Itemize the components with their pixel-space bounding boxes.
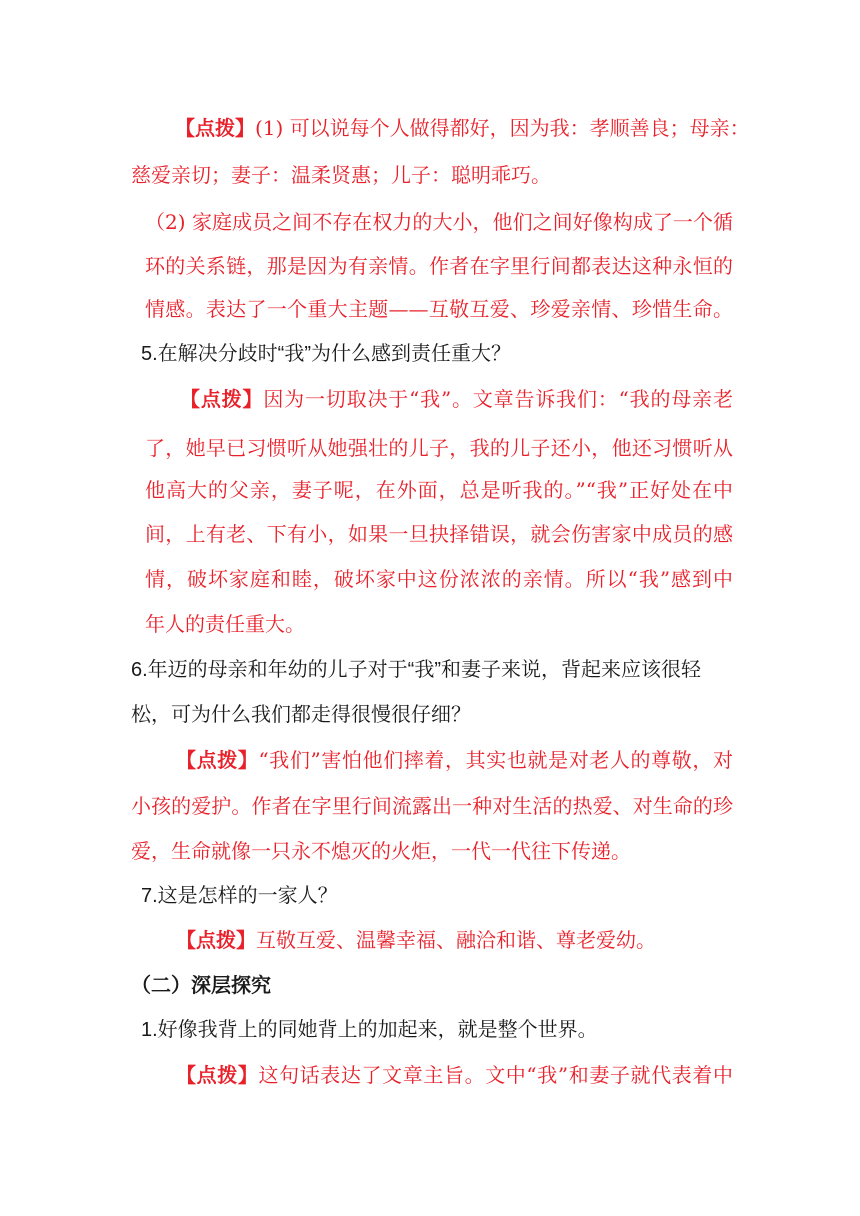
answer-6-line-2: 小孩的爱护。作者在字里行间流露出一种对生活的热爱、对生命的珍 bbox=[131, 794, 733, 818]
answer-2-line-1: （2) 家庭成员之间不存在权力的大小，他们之间好像构成了一个循 bbox=[145, 210, 733, 234]
question-7: 7.这是怎样的一家人？ bbox=[141, 885, 338, 907]
answer-5-line-1 bbox=[180, 387, 733, 411]
answer-6-line-1 bbox=[176, 748, 733, 772]
deep-answer-1-line-1 bbox=[176, 1063, 733, 1087]
answer-5-line-2: 了，她早已习惯听从她强壮的儿子，我的儿子还小，他还习惯听从 bbox=[145, 436, 733, 460]
answer-2-line-2: 环的关系链，那是因为有亲情。作者在字里行间都表达这种永恒的 bbox=[145, 254, 733, 278]
answer-2-line-3: 情感。表达了一个重大主题——互敬互爱、珍爱亲情、珍惜生命。 bbox=[145, 297, 733, 321]
answer-1-line-1 bbox=[175, 116, 750, 140]
answer-text: (1) 可以说每个人做得都好，因为我：孝顺善良；母亲： bbox=[255, 116, 750, 140]
answer-1-line-2: 慈爱亲切；妻子：温柔贤惠；儿子：聪明乖巧。 bbox=[131, 163, 551, 187]
answer-5-line-3: 他高大的父亲，妻子呢，在外面，总是听我的。”“我”正好处在中 bbox=[145, 478, 733, 502]
answer-5-line-5: 情，破坏家庭和睦，破坏家中这份浓浓的亲情。所以“我”感到中 bbox=[145, 567, 733, 591]
answer-text: 互敬互爱、温馨幸福、融洽和谐、尊老爱幼。 bbox=[256, 928, 656, 952]
deep-question-1: 1.好像我背上的同她背上的加起来，就是整个世界。 bbox=[141, 1019, 598, 1041]
hint-tag: 【点拨】 bbox=[175, 116, 255, 140]
answer-text: 这句话表达了文章主旨。文中“我”和妻子就代表着中 bbox=[258, 1063, 733, 1087]
question-6-line-1: 6.年迈的母亲和年幼的儿子对于“我”和妻子来说，背起来应该很轻 bbox=[131, 659, 701, 681]
hint-tag: 【点拨】 bbox=[176, 748, 259, 772]
answer-5-line-6: 年人的责任重大。 bbox=[145, 612, 305, 636]
question-6-line-2: 松，可为什么我们都走得很慢很仔细？ bbox=[131, 704, 471, 726]
answer-text: 因为一切取决于“我”。文章告诉我们：“我的母亲老 bbox=[263, 387, 733, 411]
hint-tag: 【点拨】 bbox=[176, 928, 256, 952]
question-5: 5.在解决分歧时“我”为什么感到责任重大？ bbox=[141, 343, 511, 365]
answer-6-line-3: 爱，生命就像一只永不熄灭的火炬，一代一代往下传递。 bbox=[131, 839, 631, 863]
section-heading: （二）深层探究 bbox=[131, 973, 271, 997]
hint-tag: 【点拨】 bbox=[180, 387, 264, 411]
answer-7 bbox=[176, 928, 656, 952]
answer-text: “我们”害怕他们摔着，其实也就是对老人的尊敬，对 bbox=[258, 748, 733, 772]
hint-tag: 【点拨】 bbox=[176, 1063, 259, 1087]
answer-5-line-4: 间，上有老、下有小，如果一旦抉择错误，就会伤害家中成员的感 bbox=[145, 522, 733, 546]
